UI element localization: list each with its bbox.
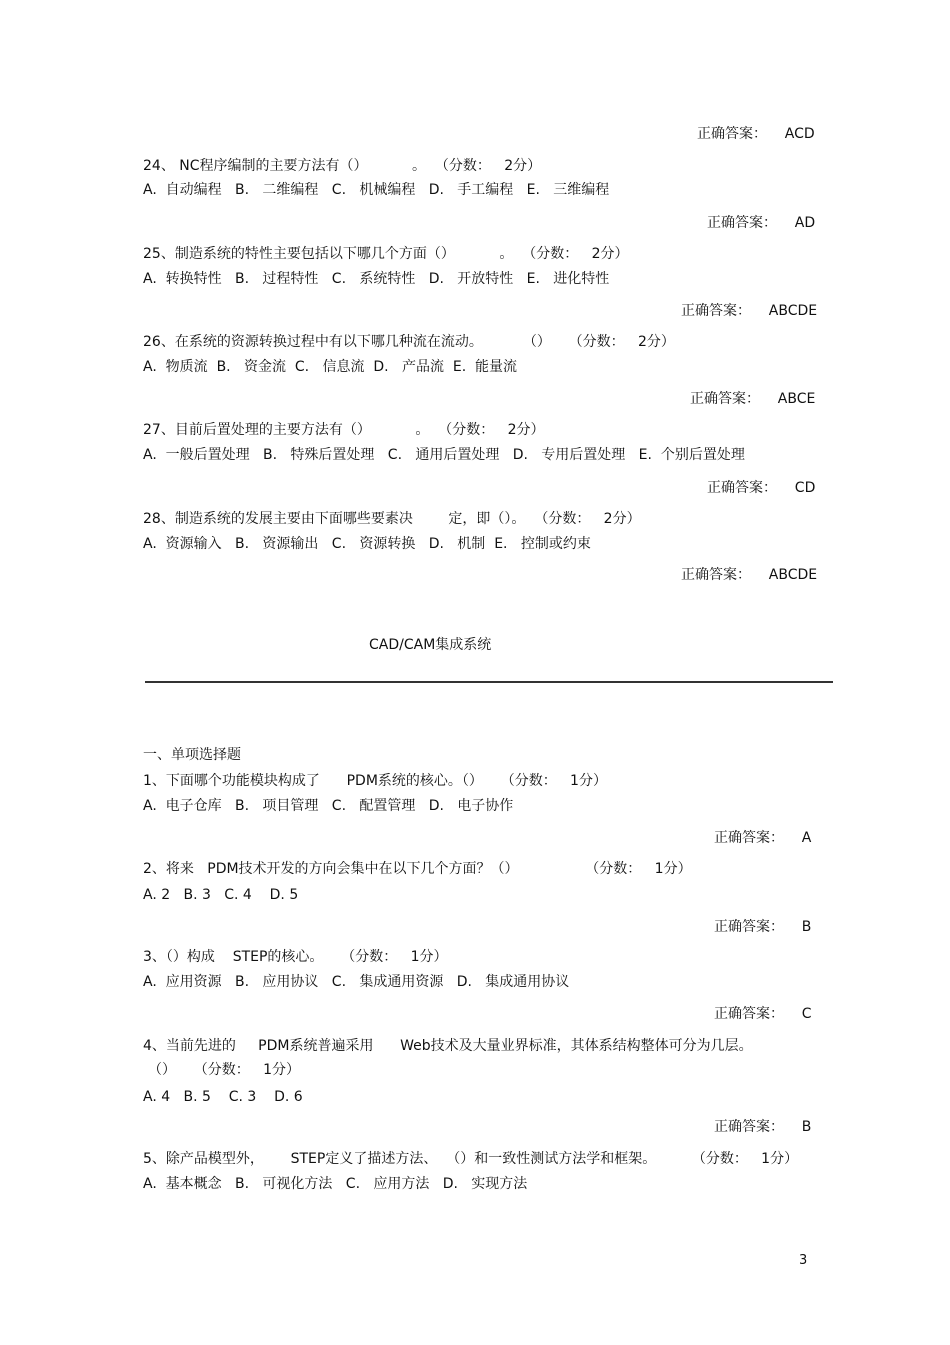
question-24-answer: 正确答案： AD [707, 215, 816, 231]
question-4-options: A. 4 B. 5 C. 3 D. 6 [143, 1089, 303, 1105]
question-3-options: A. 应用资源 B. 应用协议 C. 集成通用资源 D. 集成通用协议 [143, 974, 570, 990]
question-5-options: A. 基本概念 B. 可视化方法 C. 应用方法 D. 实现方法 [143, 1176, 528, 1192]
question-3-answer: 正确答案： C [714, 1006, 812, 1022]
question-26-options: A. 物质流 B. 资金流 C. 信息流 D. 产品流 E. 能量流 [143, 359, 518, 375]
question-25-stem: 25、制造系统的特性主要包括以下哪几个方面（） 。 （分数： 2分） [143, 246, 629, 262]
question-2-answer: 正确答案： B [714, 919, 812, 935]
question-3-stem: 3、（）构成 STEP的核心。 （分数： 1分） [143, 949, 448, 965]
question-1-stem: 1、下面哪个功能模块构成了 PDM系统的核心。（） （分数： 1分） [143, 773, 607, 789]
question-27-stem: 27、目前后置处理的主要方法有（） 。 （分数： 2分） [143, 422, 545, 438]
question-27-answer: 正确答案： CD [707, 480, 816, 496]
question-1-answer: 正确答案： A [714, 830, 812, 846]
question-2-stem: 2、将来 PDM技术开发的方向会集中在以下几个方面？（） （分数： 1分） [143, 861, 692, 877]
question-5-stem: 5、除产品模型外， STEP定义了描述方法、 （）和一致性测试方法学和框架。 （分数： 1分） [143, 1151, 799, 1167]
question-28-stem: 28、制造系统的发展主要由下面哪些要素决 定，即（）。 （分数： 2分） [143, 511, 641, 527]
question-26-answer: 正确答案： ABCE [690, 391, 816, 407]
question-4-answer: 正确答案： B [714, 1119, 812, 1135]
question-28-options: A. 资源输入 B. 资源输出 C. 资源转换 D. 机制 E. 控制或约束 [143, 536, 591, 552]
question-4-stem-continued: （） （分数： 1分） [148, 1062, 301, 1078]
question-27-options: A. 一般后置处理 B. 特殊后置处理 C. 通用后置处理 D. 专用后置处理 E. 个别后置处理 [143, 447, 745, 463]
question-25-options: A. 转换特性 B. 过程特性 C. 系统特性 D. 开放特性 E. 进化特性 [143, 271, 610, 287]
question-2-options: A. 2 B. 3 C. 4 D. 5 [143, 887, 299, 903]
question-25-answer: 正确答案： ABCDE [681, 303, 818, 319]
question-24-options: A. 自动编程 B. 二维编程 C. 机械编程 D. 手工编程 E. 三维编程 [143, 182, 610, 198]
answer-top: 正确答案： ACD [697, 126, 815, 142]
question-28-answer: 正确答案： ABCDE [681, 567, 818, 583]
question-1-options: A. 电子仓库 B. 项目管理 C. 配置管理 D. 电子协作 [143, 798, 514, 814]
question-4-stem: 4、当前先进的 PDM系统普遍采用 Web技术及大量业界标准，其体系结构整体可分为几层。 [143, 1038, 753, 1054]
section-title: CAD/CAM集成系统 [369, 637, 492, 653]
section-divider [145, 681, 833, 683]
subsection-title: 一、单项选择题 [143, 747, 241, 763]
question-26-stem: 26、在系统的资源转换过程中有以下哪几种流在流动。 （） （分数： 2分） [143, 334, 675, 350]
page-number: 3 [799, 1253, 808, 1268]
question-24-stem: 24、 NC程序编制的主要方法有（） 。 （分数： 2分） [143, 158, 542, 174]
